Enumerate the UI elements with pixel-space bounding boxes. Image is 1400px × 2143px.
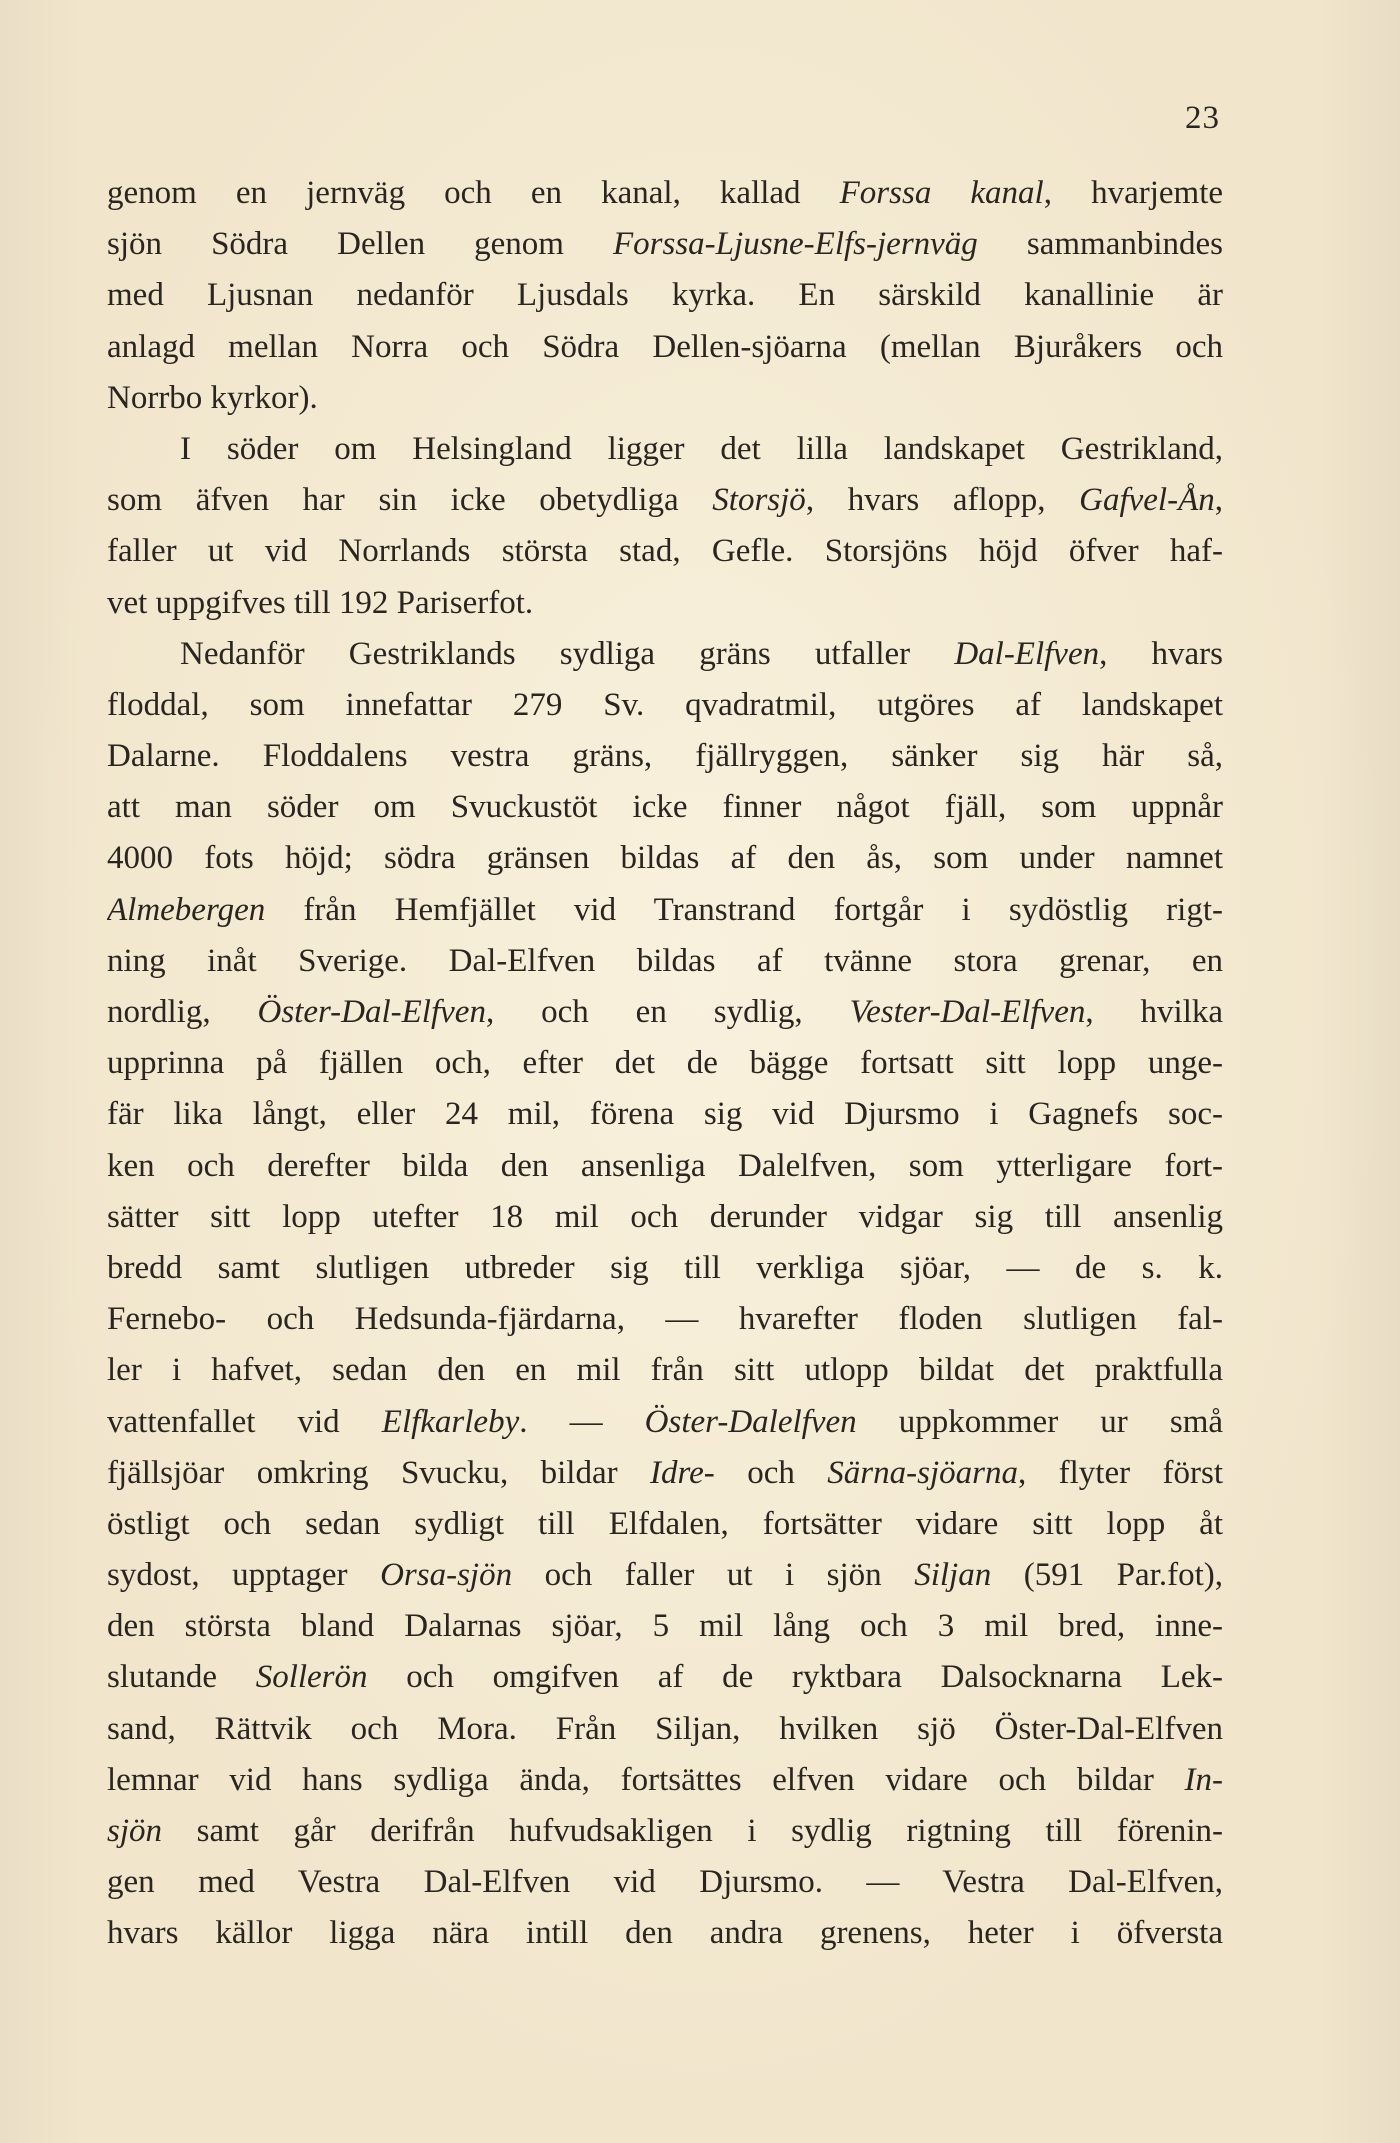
text-segment: floddal, som innefattar 279 Sv. qvadratmil, utgöres af landskapet [107,686,1223,723]
text-line [107,1806,1223,1857]
italic-term: Elfkarleby [381,1403,520,1440]
text-segment: och omgifven af de ryktbara Dalsocknarna Lek- [367,1659,1223,1696]
text-segment: och [714,1454,828,1491]
text-segment: anlagd mellan Norra och Södra Dellen-sjöarna (mellan Bjuråkers och [107,328,1223,365]
text-line [107,1038,1223,1089]
text-segment: den största bland Dalarnas sjöar, 5 mil lång och 3 mil bred, inne- [107,1608,1223,1645]
text-segment: vet uppgifves till 192 Pariserfot. [107,584,534,621]
text-segment: 4000 fots höjd; södra gränsen bildas af den ås, som under namnet [107,840,1223,877]
text-segment: , hvilka [1085,994,1223,1030]
text-segment: , och en sydlig, [485,994,850,1030]
text-segment: bredd samt slutligen utbreder sig till verkliga sjöar, — de s. k. [107,1249,1223,1286]
text-line [107,270,1223,321]
text-line [107,1397,1223,1448]
text-line [107,526,1223,577]
text-segment: ken och derefter bilda den ansenliga Dalelfven, som ytterligare fort- [107,1147,1223,1184]
text-line [107,731,1223,782]
italic-term: Forssa kanal [839,175,1044,211]
text-line [107,475,1223,526]
text-segment: sjön Södra Dellen genom [107,226,613,263]
text-segment: gen med Vestra Dal-Elfven vid Djursmo. — Vestra Dal-Elfven, [107,1864,1223,1901]
italic-term: Idre- [650,1454,715,1491]
text-line [107,1089,1223,1140]
text-segment: och faller ut i sjön [512,1557,915,1594]
text-segment: , [1214,482,1223,519]
text-segment: faller ut vid Norrlands största stad, Gefle. Storsjöns höjd öfver haf- [107,533,1223,570]
text-segment: sätter sitt lopp utefter 18 mil och derunder vidgar sig till ansenlig [107,1198,1223,1235]
text-segment: från Hemfjället vid Transtrand fortgår i sydöstlig rigt- [265,891,1223,928]
text-segment: samt går derifrån hufvudsakligen i sydlig rigtning till förenin- [162,1813,1223,1849]
italic-term: Forssa-Ljusne-Elfs-jernväg [613,226,978,263]
italic-term: Almebergen [107,891,266,928]
italic-term: In- [1184,1761,1223,1798]
text-line [107,1141,1223,1192]
italic-term: Öster-Dalelfven [644,1403,857,1440]
text-line [107,168,1223,219]
text-line [107,322,1223,373]
text-segment: uppkommer ur små [856,1403,1223,1440]
text-line [107,1192,1223,1243]
text-line [107,1755,1223,1806]
text-segment: nordlig, [107,994,258,1030]
text-line [107,1601,1223,1652]
text-line [107,885,1223,936]
text-segment: (591 Par.fot), [991,1557,1223,1594]
text-segment: Nedanför Gestriklands sydliga gräns utfaller [180,635,955,672]
text-line [107,936,1223,987]
text-segment: , flyter först [1017,1454,1223,1491]
text-segment: genom en jernväg och en kanal, kallad [107,175,840,211]
text-segment: fjällsjöar omkring Svucku, bildar [107,1454,651,1491]
text-segment: med Ljusnan nedanför Ljusdals kyrka. En särskild kanallinie är [107,277,1223,314]
text-segment: slutande [107,1659,256,1696]
text-line [107,1550,1223,1601]
text-segment: upprinna på fjällen och, efter det de bägge fortsatt sitt lopp unge- [107,1045,1223,1082]
text-line [107,1243,1223,1294]
text-segment: I söder om Helsingland ligger det lilla landskapet Gestrikland, [180,430,1223,467]
text-segment: Norrbo kyrkor). [107,379,318,416]
text-segment: lemnar vid hans sydliga ända, fortsättes elfven vidare och bildar [107,1761,1185,1798]
italic-term: Orsa-sjön [380,1557,513,1594]
text-line [107,680,1223,731]
page-number: 23 [1185,100,1220,136]
text-line [107,833,1223,884]
text-line [107,1499,1223,1550]
text-segment: ning inåt Sverige. Dal-Elfven bildas af tvänne stora grenar, en [107,942,1223,979]
italic-term: Siljan [914,1557,992,1594]
italic-term: Storsjö [712,482,806,519]
text-segment: att man söder om Svuckustöt icke finner något fjäll, som uppnår [107,789,1223,826]
italic-term: Särna-sjöarna [827,1454,1018,1491]
text-segment: , hvars aflopp, [805,482,1080,519]
text-segment: Fernebo- och Hedsunda-fjärdarna, — hvarefter floden slutligen fal- [107,1301,1223,1338]
italic-term: Gafvel-Ån [1079,482,1215,519]
text-segment: fär lika långt, eller 24 mil, förena sig vid Djursmo i Gagnefs soc- [107,1096,1223,1133]
text-line [107,1294,1223,1345]
text-segment: , hvars [1099,635,1223,672]
text-segment: sydost, upptager [107,1557,381,1594]
text-segment: hvars källor ligga nära intill den andra grenens, heter i öfversta [107,1915,1223,1952]
text-line [107,424,1223,475]
text-line [107,219,1223,270]
text-segment: ler i hafvet, sedan den en mil från sitt utlopp bildat det praktfulla [107,1352,1223,1389]
text-line [107,1704,1223,1755]
text-segment: östligt och sedan sydligt till Elfdalen, fortsätter vidare sitt lopp åt [107,1505,1223,1542]
italic-term: Vester-Dal-Elfven [849,994,1086,1030]
text-line [107,1448,1223,1499]
italic-term: Dal-Elfven [954,635,1100,672]
text-line [107,782,1223,833]
text-line [107,1857,1223,1908]
text-line [107,987,1223,1038]
text-line [107,629,1223,680]
text-line [107,1908,1223,1959]
body-text [107,168,1223,1960]
italic-term: Öster-Dal-Elfven [257,994,486,1030]
text-segment: sand, Rättvik och Mora. Från Siljan, hvilken sjö Öster-Dal-Elfven [107,1710,1223,1747]
italic-term: sjön [107,1813,163,1849]
text-segment: som äfven har sin icke obetydliga [107,482,713,519]
text-line [107,578,1223,629]
text-segment: , hvarjemte [1043,175,1223,211]
text-segment: vattenfallet vid [107,1403,382,1440]
text-segment: . — [519,1403,645,1440]
text-segment: Dalarne. Floddalens vestra gräns, fjällryggen, sänker sig här så, [107,738,1223,775]
italic-term: Sollerön [255,1659,368,1696]
text-segment: sammanbindes [977,226,1223,263]
text-line [107,1652,1223,1703]
text-line [107,373,1223,424]
text-line [107,1345,1223,1396]
